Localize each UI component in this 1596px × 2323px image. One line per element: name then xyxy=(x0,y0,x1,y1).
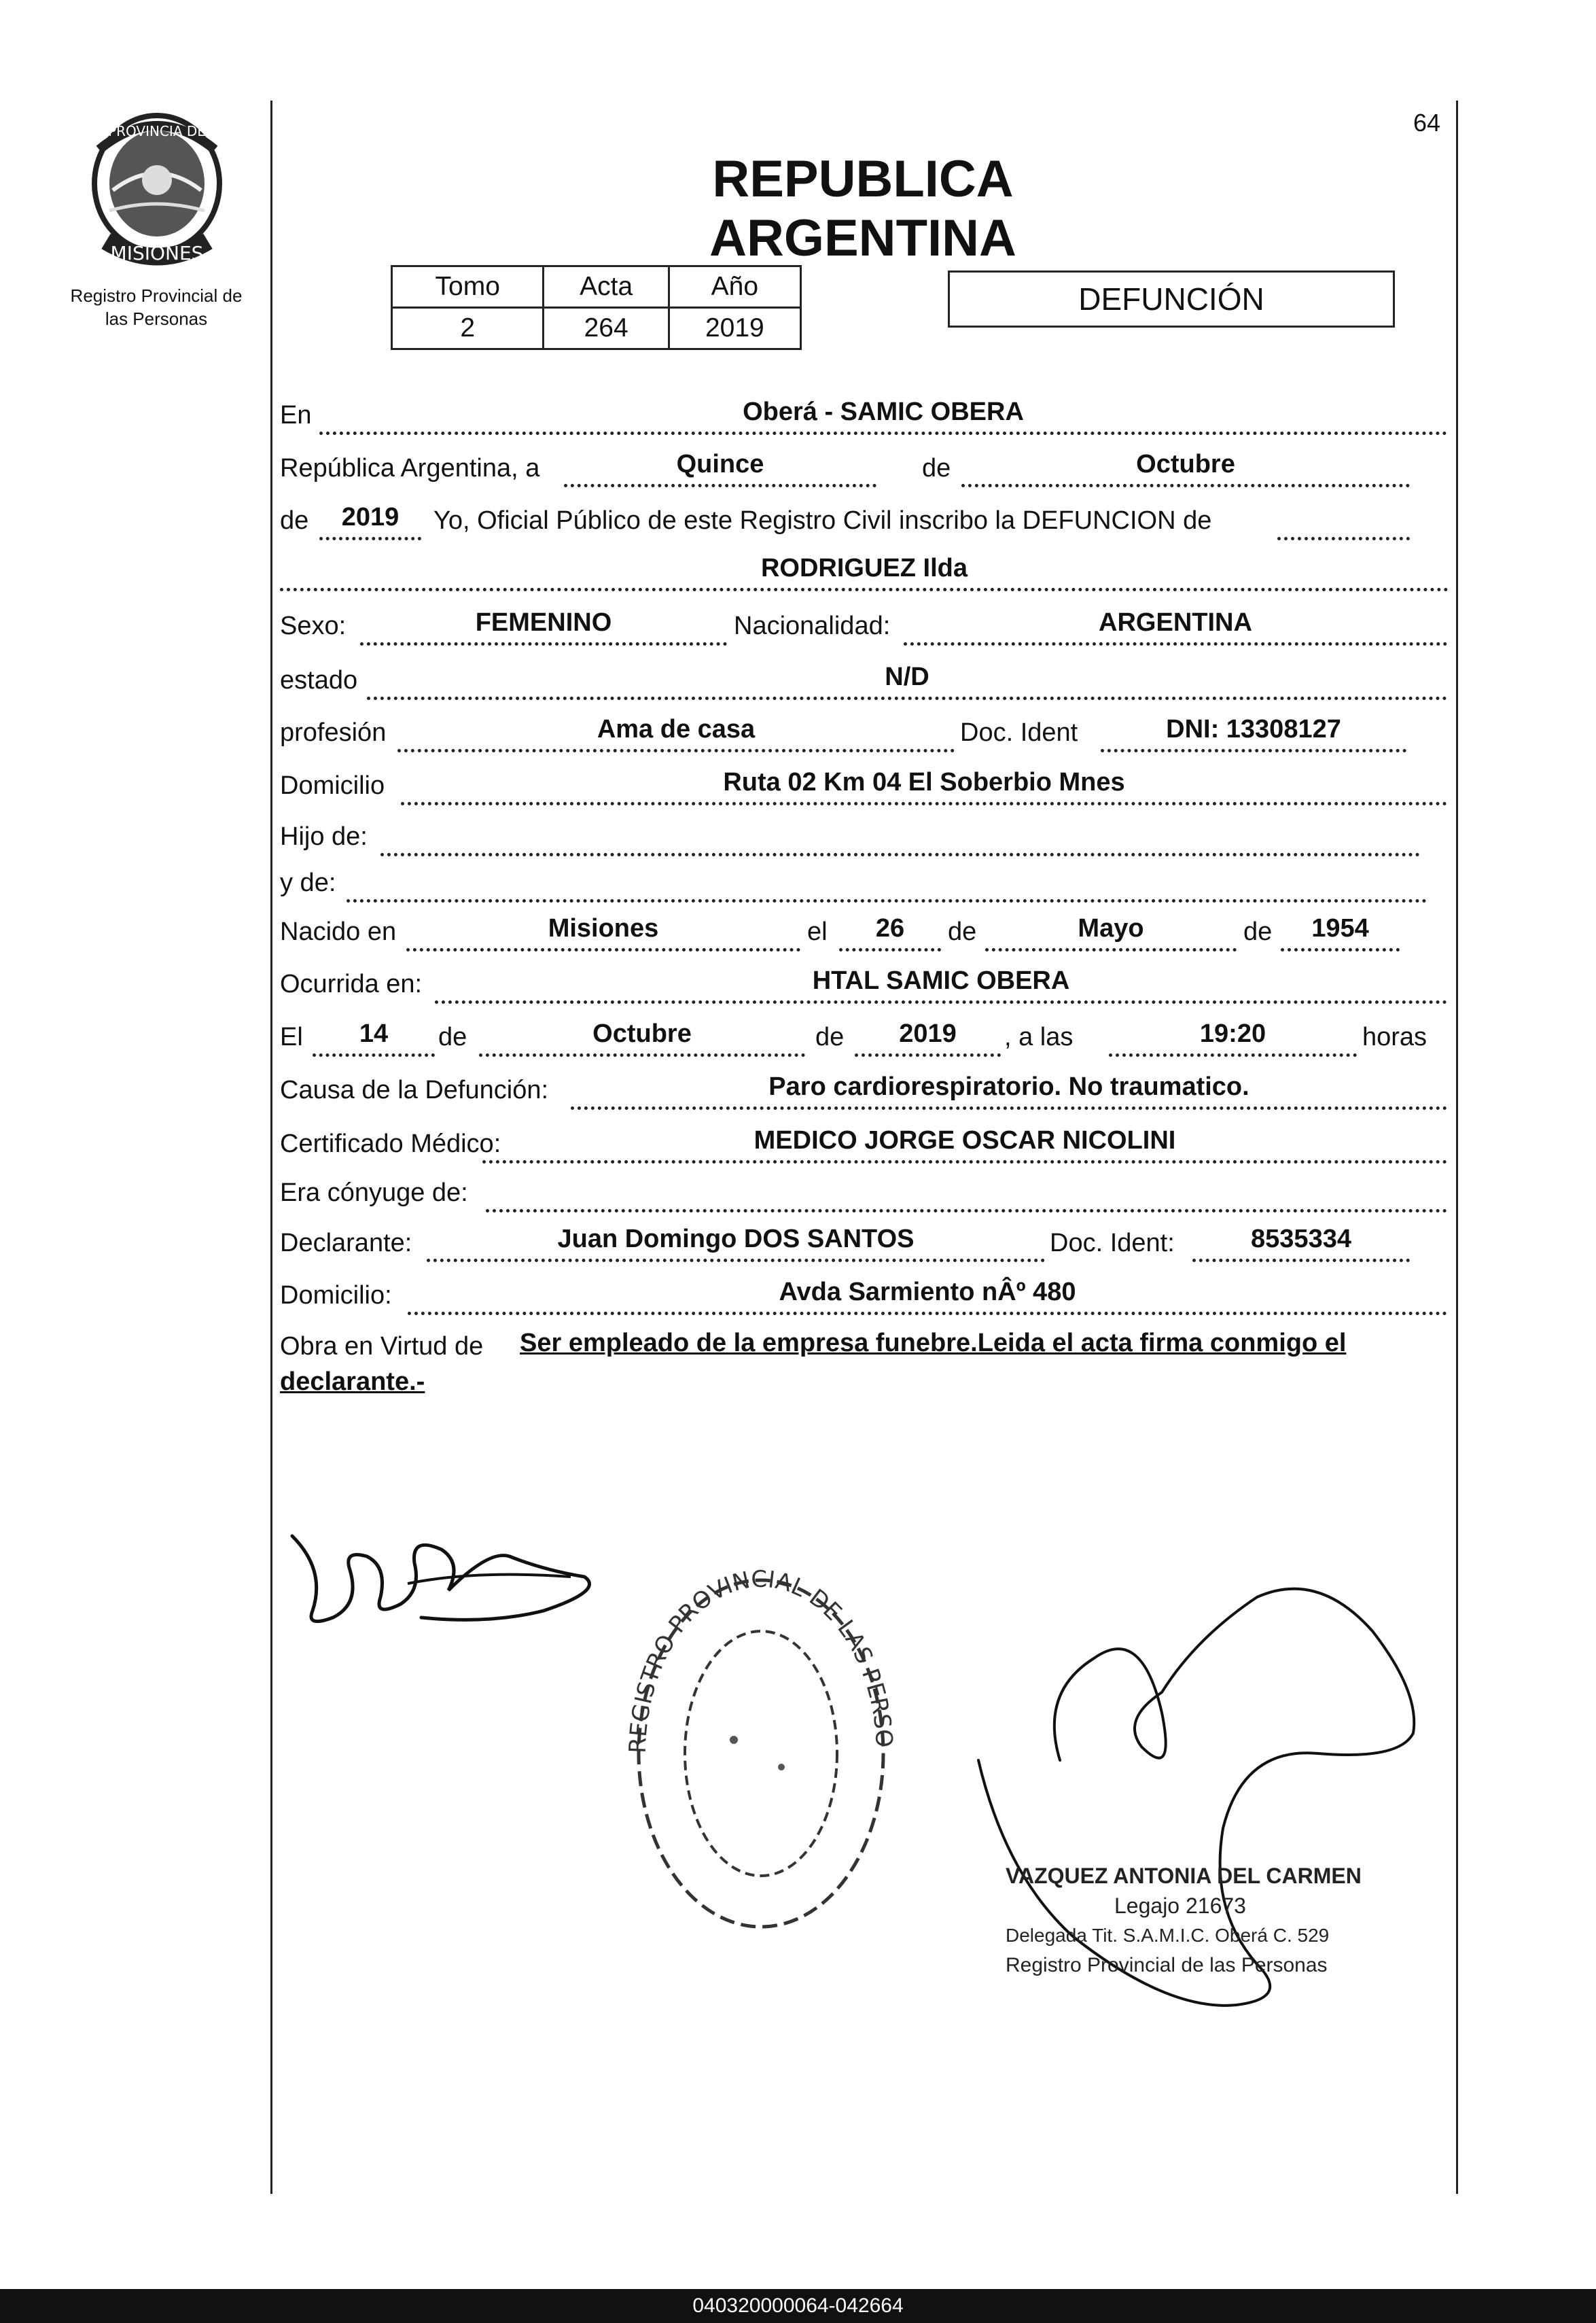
dots-sexo xyxy=(360,642,727,646)
label-en: En xyxy=(280,401,312,430)
label-estado: estado xyxy=(280,666,358,695)
dots-dia-texto xyxy=(564,484,876,487)
value-fallec-dia: 14 xyxy=(359,1019,389,1048)
dots-ocurrida xyxy=(435,1000,1447,1004)
value-declarante-domicilio: Avda Sarmiento nÂº 480 xyxy=(779,1278,1076,1306)
dots-domicilio xyxy=(401,802,1447,805)
label-de-5: de xyxy=(438,1023,467,1051)
official-name: VAZQUEZ ANTONIA DEL CARMEN xyxy=(1006,1864,1362,1888)
province-emblem xyxy=(79,109,235,272)
official-org: Registro Provincial de las Personas xyxy=(1006,1954,1328,1976)
record-type-box: DEFUNCIÓN xyxy=(948,270,1395,328)
label-de-3: de xyxy=(948,918,977,946)
svg-text:MISIONES: MISIONES xyxy=(110,242,204,264)
official-info xyxy=(1006,1861,1386,1980)
value-fallec-anio: 2019 xyxy=(899,1019,957,1048)
registry-header-anio: Año xyxy=(669,266,800,308)
declarant-signature xyxy=(285,1509,611,1631)
dots-nacido-anio xyxy=(1281,948,1400,951)
dots-doc xyxy=(1101,749,1406,752)
label-declarante: Declarante: xyxy=(280,1229,412,1257)
official-legajo: Legajo 21673 xyxy=(1114,1893,1246,1918)
label-nacido-en: Nacido en xyxy=(280,918,397,946)
value-dia-texto: Quince xyxy=(676,450,764,478)
value-declarante: Juan Domingo DOS SANTOS xyxy=(557,1225,915,1253)
label-sexo: Sexo: xyxy=(280,612,347,640)
value-nacido-mes: Mayo xyxy=(1078,914,1144,943)
label-a-las: , a las xyxy=(1004,1023,1074,1051)
label-horas: horas xyxy=(1362,1023,1427,1051)
value-nacido-anio: 1954 xyxy=(1311,914,1369,943)
dots-lugar xyxy=(319,432,1447,435)
label-de-6: de xyxy=(815,1023,845,1051)
label-republica: República Argentina, a xyxy=(280,454,540,483)
dots-fallec-anio xyxy=(855,1053,1001,1057)
value-sexo: FEMENINO xyxy=(475,608,612,637)
page-title: REPUBLICA ARGENTINA xyxy=(709,150,1016,267)
dots-conyuge xyxy=(486,1209,1447,1212)
footer-barcode: 040320000064-042664 xyxy=(0,2289,1596,2323)
value-fallec-mes: Octubre xyxy=(592,1019,692,1048)
registry-table xyxy=(391,265,802,350)
dots-estado xyxy=(367,697,1447,700)
value-doc: DNI: 13308127 xyxy=(1166,715,1341,744)
dots-nacionalidad xyxy=(904,642,1447,646)
left-margin-line xyxy=(270,101,272,2194)
dots-y-de xyxy=(347,899,1427,903)
label-hijo-de: Hijo de: xyxy=(280,822,368,851)
dots-nacido-mes xyxy=(985,948,1237,951)
dots-declarante-doc xyxy=(1192,1259,1410,1262)
value-nombre: RODRIGUEZ Ilda xyxy=(760,554,968,582)
label-el-cap: El xyxy=(280,1023,303,1051)
value-domicilio: Ruta 02 Km 04 El Soberbio Mnes xyxy=(723,768,1125,797)
label-doc-ident-2: Doc. Ident: xyxy=(1050,1229,1175,1257)
label-obra: Obra en Virtud de xyxy=(280,1332,484,1361)
official-stamp xyxy=(625,1563,897,1944)
registry-value-tomo: 2 xyxy=(392,308,544,349)
value-anio: 2019 xyxy=(341,503,400,531)
dots-yo xyxy=(1277,537,1410,540)
dots-anio xyxy=(319,537,421,540)
dots-declarante-domicilio xyxy=(408,1312,1447,1315)
svg-text:REGISTRO PROVINCIAL DE LAS PER: REGISTRO PROVINCIAL DE LAS PERSO xyxy=(625,1565,897,1754)
org-name-line2: las Personas xyxy=(105,309,208,329)
dots-certificado xyxy=(482,1160,1447,1164)
value-causa: Paro cardiorespiratorio. No traumatico. xyxy=(768,1072,1249,1101)
org-name-line1: Registro Provincial de xyxy=(70,285,243,306)
value-ocurrida: HTAL SAMIC OBERA xyxy=(812,966,1070,995)
value-nacido-lugar: Misiones xyxy=(548,914,659,943)
label-certificado: Certificado Médico: xyxy=(280,1130,501,1158)
label-yo: Yo, Oficial Público de este Registro Civil inscribo la DEFUNCION de xyxy=(433,506,1212,535)
dots-fallec-mes xyxy=(479,1053,805,1057)
label-domicilio: Domicilio xyxy=(280,771,385,800)
label-de-2: de xyxy=(280,506,309,535)
dots-fallec-dia xyxy=(313,1053,435,1057)
registry-header-tomo: Tomo xyxy=(392,266,544,308)
registry-value-acta: 264 xyxy=(544,308,669,349)
value-nacionalidad: ARGENTINA xyxy=(1099,608,1252,637)
org-name xyxy=(41,284,272,330)
value-mes: Octubre xyxy=(1136,450,1235,478)
value-hora: 19:20 xyxy=(1199,1019,1266,1048)
dots-profesion xyxy=(397,749,955,752)
official-cargo: Delegada Tit. S.A.M.I.C. Oberá C. 529 xyxy=(1006,1925,1330,1946)
dots-nombre xyxy=(280,588,1449,591)
label-causa: Causa de la Defunción: xyxy=(280,1076,549,1104)
label-nacionalidad: Nacionalidad: xyxy=(734,612,891,640)
label-de-1: de xyxy=(922,454,951,483)
value-lugar: Oberá - SAMIC OBERA xyxy=(743,398,1024,426)
dots-nacido-lugar xyxy=(406,948,800,951)
label-conyuge: Era cónyuge de: xyxy=(280,1178,468,1207)
registry-value-anio: 2019 xyxy=(669,308,800,349)
value-obra-line2: declarante.- xyxy=(280,1367,425,1396)
label-y-de: y de: xyxy=(280,869,336,897)
label-ocurrida-en: Ocurrida en: xyxy=(280,970,423,998)
value-declarante-doc: 8535334 xyxy=(1251,1225,1351,1253)
svg-text:PROVINCIA DE: PROVINCIA DE xyxy=(108,123,206,139)
registry-header-acta: Acta xyxy=(544,266,669,308)
label-domicilio-2: Domicilio: xyxy=(280,1281,392,1310)
value-certificado: MEDICO JORGE OSCAR NICOLINI xyxy=(753,1126,1176,1155)
label-de-4: de xyxy=(1243,918,1273,946)
label-el: el xyxy=(807,918,828,946)
page-number: 64 xyxy=(1413,109,1441,137)
dots-nacido-dia xyxy=(839,948,941,951)
dots-hijo-de xyxy=(380,853,1420,856)
dots-declarante xyxy=(427,1259,1045,1262)
label-doc-ident: Doc. Ident xyxy=(960,718,1078,747)
value-estado: N/D xyxy=(885,663,929,691)
dots-causa xyxy=(571,1106,1447,1110)
dots-mes xyxy=(961,484,1410,487)
dots-hora xyxy=(1109,1053,1357,1057)
right-margin-line xyxy=(1456,101,1458,2194)
label-profesion: profesión xyxy=(280,718,387,747)
value-profesion: Ama de casa xyxy=(597,715,756,744)
value-nacido-dia: 26 xyxy=(875,914,905,943)
value-obra-line1: Ser empleado de la empresa funebre.Leida el acta firma conmigo el xyxy=(520,1329,1347,1357)
